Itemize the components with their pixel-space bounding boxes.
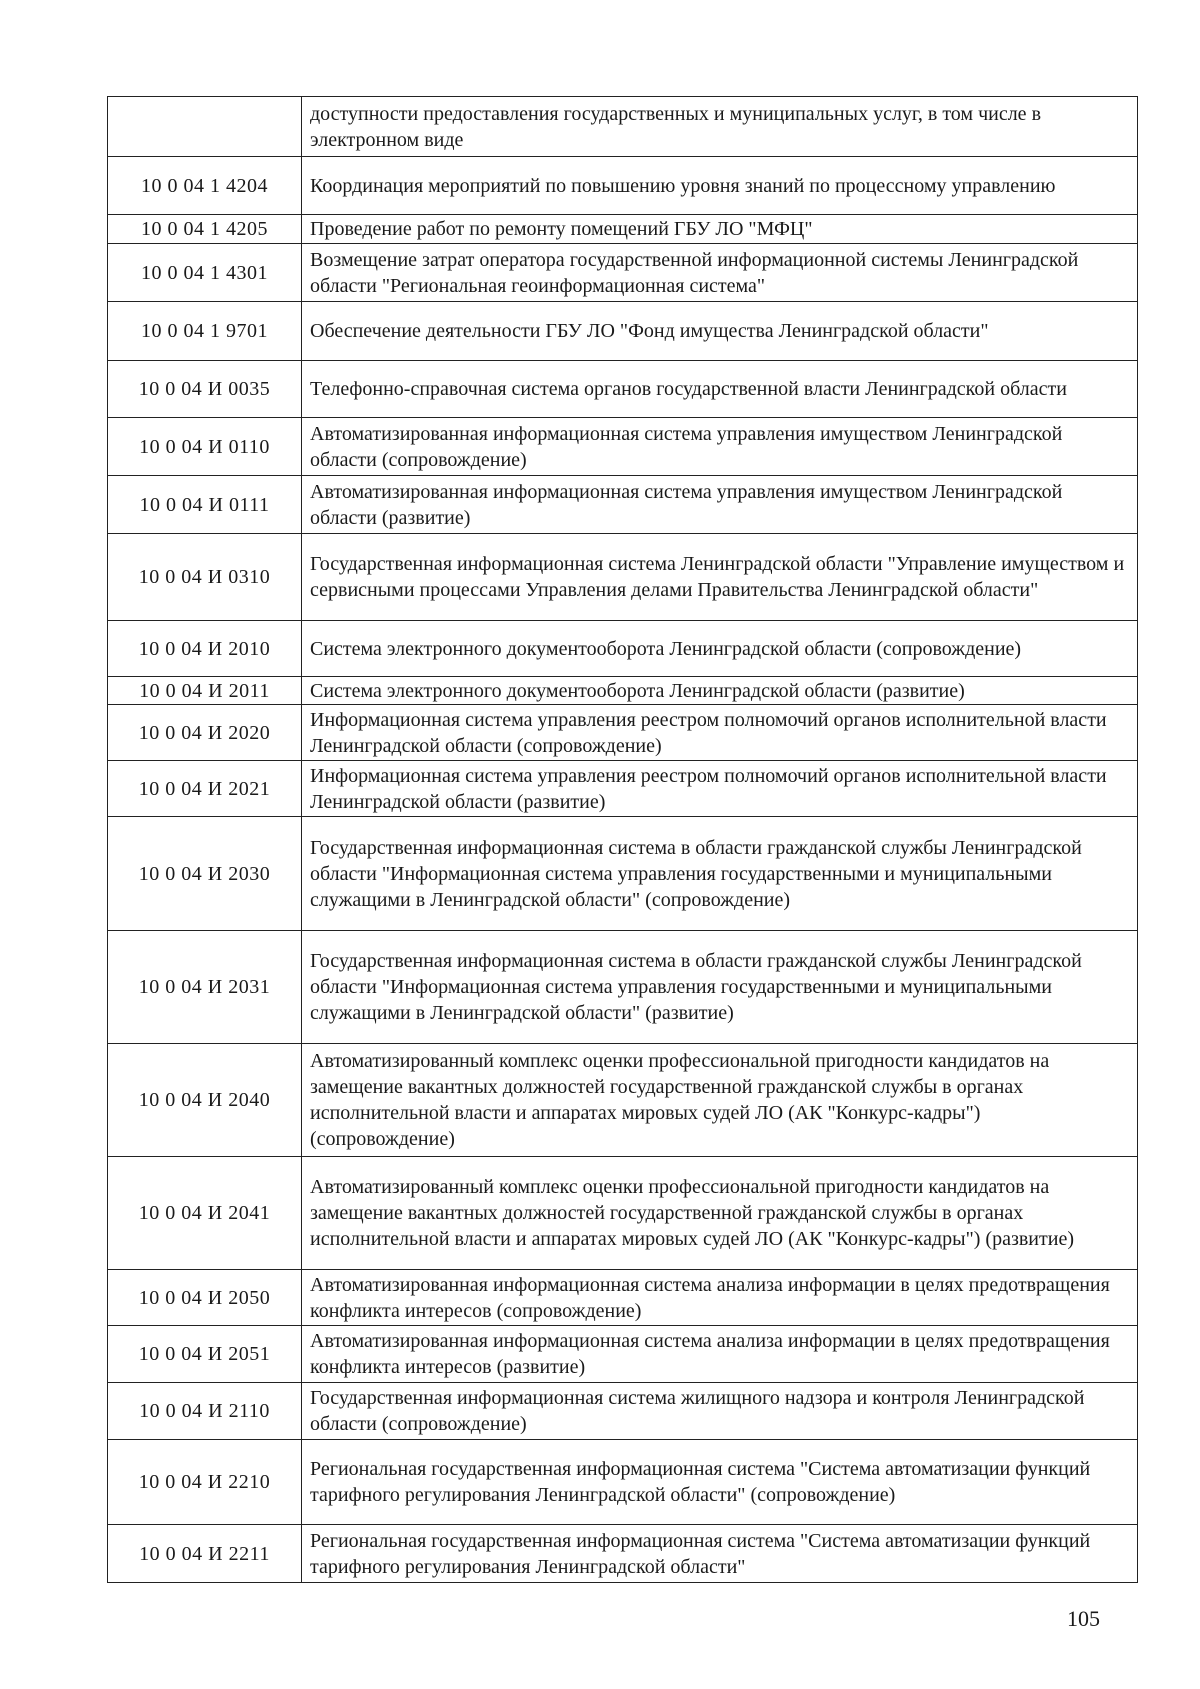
table-row [108, 677, 1138, 705]
table-row [108, 1383, 1138, 1440]
classification-code: 10 0 04 1 9701 [108, 302, 302, 361]
classification-code: 10 0 04 И 2210 [108, 1440, 302, 1525]
table-row [108, 244, 1138, 302]
table-row [108, 1044, 1138, 1157]
classification-code [108, 97, 302, 157]
row-description: Государственная информационная система в области гражданской службы Ленинградской области "Информационная система управления государственными и муниципальными служащими в Ленинградской области" (сопровождение) [302, 817, 1138, 931]
classification-code: 10 0 04 И 0310 [108, 534, 302, 621]
table-body [108, 97, 1138, 1583]
table-row [108, 1326, 1138, 1383]
row-description: Государственная информационная система в области гражданской службы Ленинградской области "Информационная система управления государственными и муниципальными служащими в Ленинградской области" (развитие) [302, 931, 1138, 1044]
row-description: Региональная государственная информационная система "Система автоматизации функций тарифного регулирования Ленинградской области" [302, 1525, 1138, 1583]
row-description: Телефонно-справочная система органов государственной власти Ленинградской области [302, 361, 1138, 418]
classification-code: 10 0 04 И 2030 [108, 817, 302, 931]
classification-code: 10 0 04 И 2010 [108, 621, 302, 677]
table-row [108, 705, 1138, 761]
row-description: Проведение работ по ремонту помещений ГБУ ЛО "МФЦ" [302, 215, 1138, 244]
table-row [108, 215, 1138, 244]
table-row [108, 1157, 1138, 1270]
row-description: Информационная система управления реестром полномочий органов исполнительной власти Ленинградской области (развитие) [302, 761, 1138, 817]
budget-classification-table [107, 96, 1138, 1583]
row-description: Система электронного документооборота Ленинградской области (развитие) [302, 677, 1138, 705]
classification-code: 10 0 04 И 2031 [108, 931, 302, 1044]
classification-code: 10 0 04 И 2020 [108, 705, 302, 761]
page-number: 105 [1067, 1606, 1100, 1631]
row-description: Автоматизированная информационная система управления имуществом Ленинградской области (развитие) [302, 476, 1138, 534]
classification-code: 10 0 04 И 2050 [108, 1270, 302, 1326]
table-row [108, 418, 1138, 476]
row-description: Автоматизированная информационная система управления имуществом Ленинградской области (сопровождение) [302, 418, 1138, 476]
classification-code: 10 0 04 И 0111 [108, 476, 302, 534]
table-row [108, 361, 1138, 418]
classification-code: 10 0 04 И 2040 [108, 1044, 302, 1157]
table-row [108, 931, 1138, 1044]
row-description: Государственная информационная система жилищного надзора и контроля Ленинградской области (сопровождение) [302, 1383, 1138, 1440]
table-row [108, 157, 1138, 215]
table-row [108, 97, 1138, 157]
classification-code: 10 0 04 И 2011 [108, 677, 302, 705]
table-row [108, 1525, 1138, 1583]
table-row [108, 817, 1138, 931]
row-description: Информационная система управления реестром полномочий органов исполнительной власти Ленинградской области (сопровождение) [302, 705, 1138, 761]
row-description: Обеспечение деятельности ГБУ ЛО "Фонд имущества Ленинградской области" [302, 302, 1138, 361]
table-row [108, 534, 1138, 621]
table-row [108, 1440, 1138, 1525]
row-description: Автоматизированный комплекс оценки профессиональной пригодности кандидатов на замещение вакантных должностей государственной гражданской службы в органах исполнительной власти и аппаратах мировых судей ЛО (АК "Конкурс-кадры") (сопровождение) [302, 1044, 1138, 1157]
row-description: Автоматизированный комплекс оценки профессиональной пригодности кандидатов на замещение вакантных должностей государственной гражданской службы в органах исполнительной власти и аппаратах мировых судей ЛО (АК "Конкурс-кадры") (развитие) [302, 1157, 1138, 1270]
table-row [108, 302, 1138, 361]
row-description: Автоматизированная информационная система анализа информации в целях предотвращения конфликта интересов (развитие) [302, 1326, 1138, 1383]
row-description: Возмещение затрат оператора государственной информационной системы Ленинградской области "Региональная геоинформационная система" [302, 244, 1138, 302]
classification-code: 10 0 04 1 4204 [108, 157, 302, 215]
row-description: доступности предоставления государственных и муниципальных услуг, в том числе в электронном виде [302, 97, 1138, 157]
classification-code: 10 0 04 1 4205 [108, 215, 302, 244]
table-row [108, 476, 1138, 534]
row-description: Система электронного документооборота Ленинградской области (сопровождение) [302, 621, 1138, 677]
classification-code: 10 0 04 И 2021 [108, 761, 302, 817]
classification-code: 10 0 04 И 2211 [108, 1525, 302, 1583]
row-description: Государственная информационная система Ленинградской области "Управление имуществом и сервисными процессами Управления делами Правительства Ленинградской области" [302, 534, 1138, 621]
row-description: Региональная государственная информационная система "Система автоматизации функций тарифного регулирования Ленинградской области" (сопровождение) [302, 1440, 1138, 1525]
classification-code: 10 0 04 И 2041 [108, 1157, 302, 1270]
classification-code: 10 0 04 И 0110 [108, 418, 302, 476]
row-description: Автоматизированная информационная система анализа информации в целях предотвращения конфликта интересов (сопровождение) [302, 1270, 1138, 1326]
table-row [108, 761, 1138, 817]
table-row [108, 1270, 1138, 1326]
classification-code: 10 0 04 И 0035 [108, 361, 302, 418]
classification-code: 10 0 04 И 2051 [108, 1326, 302, 1383]
table-row [108, 621, 1138, 677]
classification-code: 10 0 04 И 2110 [108, 1383, 302, 1440]
classification-code: 10 0 04 1 4301 [108, 244, 302, 302]
row-description: Координация мероприятий по повышению уровня знаний по процессному управлению [302, 157, 1138, 215]
